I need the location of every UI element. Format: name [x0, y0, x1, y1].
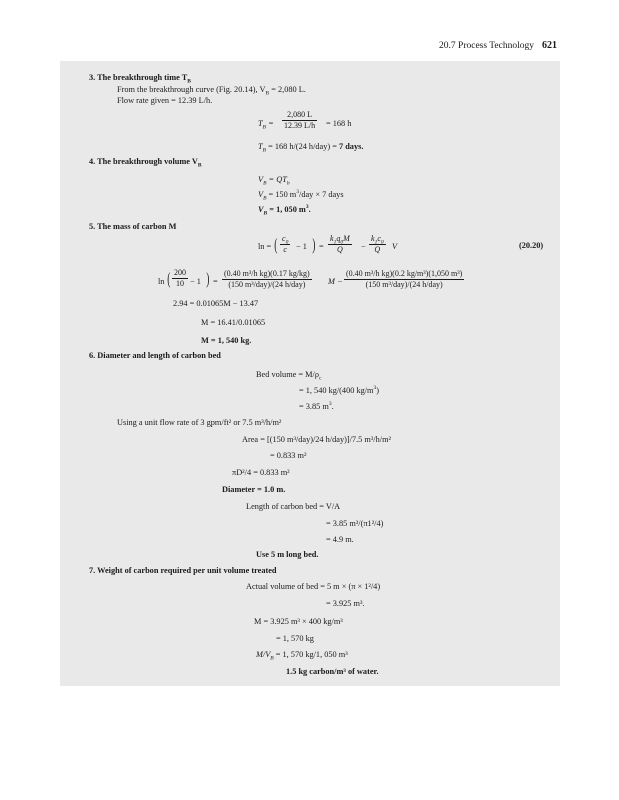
eq-20-20-minus: − [361, 242, 366, 251]
sub-ln: ln [158, 277, 165, 286]
area-line-1: Area = [(150 m³/day)/24 h/day)]/7.5 m³/h/m² [242, 435, 392, 444]
step-4-eq3: $V_B = 1$, 050 $m^3$. [258, 204, 311, 217]
step-5-line-c: M = 1, 540 kg. [201, 336, 252, 345]
step-4-heading: 4. The breakthrough volume $V_B$ [89, 157, 202, 169]
step-3-eq1-lhs: $T_B$ = [258, 119, 274, 131]
equation-number: (20.20) [519, 241, 544, 250]
mass-per-volume-line: $M/V_B = 1$, 570 kg/1, 050 m³ [256, 650, 348, 662]
step-5-heading: 5. The mass of carbon M [89, 222, 177, 231]
sub-equals: = [213, 277, 218, 286]
actual-volume-line-1: Actual volume of bed = 5 m × (π × 1²/4) [246, 582, 381, 591]
sub-ratio-fraction: $\frac{200}{10}$ [174, 268, 186, 288]
mass-line-2: = 1, 570 kg [276, 634, 314, 643]
step-3-line-1: From the breakthrough curve (Fig. 20.14), $V_B = 2,080$ L. [117, 85, 306, 97]
step-5-line-b: M = 16.41/0.01065 [201, 318, 266, 327]
eq-20-20-term2: $\frac{k_1c_0}{Q}$ [371, 234, 384, 254]
pi-d-squared-line: πD²/4 = 0.833 m² [232, 468, 290, 477]
step-5-line-a: 2.94 = 0.01065M − 13.47 [173, 299, 259, 308]
step-7-heading: 7. Weight of carbon required per unit volume treated [89, 566, 277, 575]
area-line-2: = 0.833 m² [270, 451, 307, 460]
eq-20-20-open-paren: ( [274, 235, 278, 254]
step-3-line-2: Flow rate given = 12.39 L/h. [117, 96, 213, 105]
eq-20-20-c0-over-c: $\frac{c_0}{c}$ [282, 234, 289, 254]
eq-20-20-minus-one: − 1 [296, 242, 307, 251]
eq-20-20-equals: = [319, 242, 324, 251]
bed-length-result: Use 5 m long bed. [256, 550, 319, 559]
actual-volume-line-2: = 3.925 m³. [326, 599, 365, 608]
sub-term2-fraction: (0.40 m³/h kg)(0.2 kg/m³)(1,050 m³) (150 m³/day)/(24 h/day) [346, 269, 463, 289]
mass-line-1: M = 3.925 m³ × 400 kg/m³ [254, 617, 343, 626]
page-number: 621 [542, 40, 557, 51]
bed-volume-line-3: = 3.85 $m^3$. [299, 401, 334, 411]
step-3-eq2: $T_B = 168$ h/(24 h/day) = 7 days. [258, 142, 364, 154]
sub-M-minus: M − [328, 277, 343, 286]
step-3-eq1-rhs: = 168 h [326, 119, 352, 128]
eq-20-20-ln: ln = [258, 242, 272, 251]
step-3-eq1-fraction: $\frac{2,080 L}{12.39 L/h}$ [284, 110, 316, 130]
eq-20-20-term1: $\frac{k_1q_0M}{Q}$ [330, 234, 350, 254]
sub-term1-fraction: (0.40 m³/h kg)(0.17 kg/kg) (150 m³/day)/(24 h/day) [224, 269, 310, 289]
step-4-eq1: $V_B = QT_b$ [258, 175, 290, 187]
length-line-3: = 4.9 m. [326, 535, 354, 544]
sub-close-paren: ) [206, 269, 210, 288]
length-line-1: Length of carbon bed = V/A [246, 502, 341, 511]
unit-flow-rate-line: Using a unit flow rate of 3 gpm/ft² or 7.5 m³/h/m² [117, 418, 282, 427]
step-3-heading: 3. The breakthrough time $T_B$ [89, 73, 191, 85]
bed-volume-line-1: Bed volume = $M/\rho_c$ [256, 370, 322, 382]
final-result: 1.5 kg carbon/m³ of water. [286, 667, 379, 676]
page-header [439, 40, 557, 51]
length-line-2: = 3.85 m³/(π1²/4) [326, 519, 384, 528]
diameter-result: Diameter = 1.0 m. [222, 485, 286, 494]
eq-20-20-V: V [392, 242, 398, 251]
bed-volume-line-2: = 1, 540 kg/(400 $kg/m^3$) [299, 385, 380, 395]
eq-20-20-close-paren: ) [312, 235, 316, 254]
step-4-eq2: $V_B = 150$ $m^3$/day × 7 days [258, 189, 344, 202]
section-title: 20.7 Process Technology [439, 41, 534, 51]
sub-open-paren: ( [167, 269, 171, 288]
sub-minus-one: − 1 [190, 277, 201, 286]
step-6-heading: 6. Diameter and length of carbon bed [89, 351, 221, 360]
